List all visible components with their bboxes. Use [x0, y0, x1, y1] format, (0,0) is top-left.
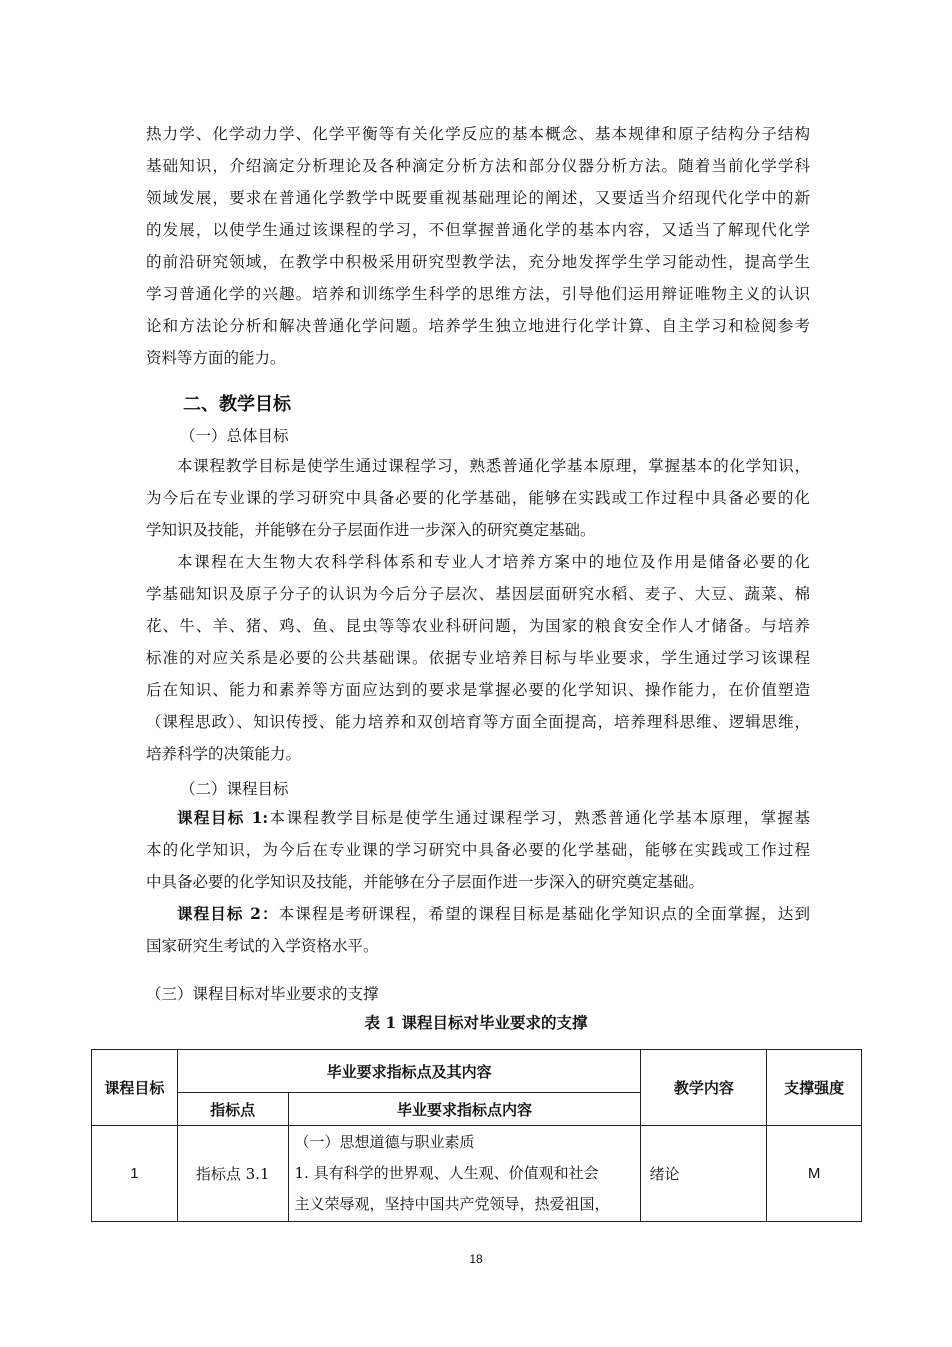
content-line: （一）思想道德与职业素质: [294, 1133, 475, 1151]
header-indicator-content: 毕业要求指标点内容: [288, 1093, 641, 1126]
text-line: 为今后在专业课的学习研究中具备必要的化学基础，能够在实践或工作过程中具备必要的化: [146, 489, 810, 507]
course-goal-1-text: 本课程教学目标是使学生通过课程学习，熟悉普通化学基本原理，掌握基: [268, 809, 810, 827]
text-line: 学基础知识及原子分子的认识为今后分子层次、基因层面研究水稻、麦子、大豆、蔬菜、棉: [146, 585, 810, 603]
text-line: 热力学、化学动力学、化学平衡等有关化学反应的基本概念、基本规律和原子结构分子结构: [146, 125, 810, 143]
text-line: [146, 802, 810, 834]
text-line: 的发展，以使学生通过该课程的学习，不但掌握普通化学的基本内容，又适当了解现代化学: [146, 221, 810, 239]
page-number: 18: [469, 1252, 483, 1266]
course-goal-2-paragraph: [146, 898, 810, 962]
cell-indicator: 指标点 3.1: [177, 1126, 288, 1222]
section-heading-teaching-goals: 二、教学目标: [183, 394, 291, 415]
table-caption: 表 1 课程目标对毕业要求的支撑: [364, 1013, 588, 1032]
course-goal-2-text: 本课程是考研课程，希望的课程目标是基础化学知识点的全面掌握，达到: [278, 905, 810, 923]
text-line: 国家研究生考试的入学资格水平。: [146, 937, 379, 955]
course-goal-1-paragraph: [146, 802, 810, 898]
text-line: 中具备必要的化学知识及技能，并能够在分子层面作进一步深入的研究奠定基础。: [146, 873, 705, 891]
text-line: 的前沿研究领域，在教学中积极采用研究型教学法，充分地发挥学生学习能动性，提高学生: [146, 253, 810, 271]
text-line: 资料等方面的能力。: [146, 349, 286, 367]
course-goal-2-label: 课程目标 2：: [177, 904, 279, 923]
overall-goal-paragraph-2: [146, 546, 810, 770]
text-line: [146, 898, 810, 930]
subheading-graduation-support: （三）课程目标对毕业要求的支撑: [146, 985, 379, 1003]
text-line: 花、牛、羊、猪、鸡、鱼、昆虫等等农业科研问题，为国家的粮食安全作人才储备。与培养: [146, 617, 810, 635]
header-course-goal: 课程目标: [92, 1050, 178, 1126]
content-line: 1. 具有科学的世界观、人生观、价值观和社会: [294, 1164, 599, 1182]
text-line: 领域发展，要求在普通化学教学中既要重视基础理论的阐述，又要适当介绍现代化学中的新: [146, 189, 810, 207]
table-header-row: [92, 1050, 862, 1093]
text-line: 学知识及技能，并能够在分子层面作进一步深入的研究奠定基础。: [146, 521, 596, 539]
text-line: 学习普通化学的兴趣。培养和训练学生科学的思维方法，引导他们运用辩证唯物主义的认识: [146, 285, 810, 303]
cell-indicator-content: [288, 1126, 641, 1222]
overall-goal-paragraph-1: [146, 450, 810, 546]
header-support-strength: 支撑强度: [767, 1050, 862, 1126]
subheading-overall-goal: （一）总体目标: [180, 427, 289, 445]
text-line: 论和方法论分析和解决普通化学问题。培养学生独立地进行化学计算、自主学习和检阅参考: [146, 317, 810, 335]
course-goal-1-label: 课程目标 1:: [177, 808, 269, 827]
text-line: 本课程在大生物大农科学科体系和专业人才培养方案中的地位及作用是储备必要的化: [177, 553, 810, 571]
text-line: 本课程教学目标是使学生通过课程学习，熟悉普通化学基本原理，掌握基本的化学知识，: [177, 457, 810, 475]
intro-paragraph: [146, 118, 810, 374]
cell-support-strength: M: [767, 1126, 862, 1222]
text-line: 培养科学的决策能力。: [146, 745, 302, 763]
table-row: [92, 1126, 862, 1222]
text-line: 标准的对应关系是必要的公共基础课。依据专业培养目标与毕业要求，学生通过学习该课程: [146, 649, 810, 667]
header-teaching-content: 教学内容: [641, 1050, 767, 1126]
text-line: 基础知识，介绍滴定分析理论及各种滴定分析方法和部分仪器分析方法。随着当前化学学科: [146, 157, 810, 175]
content-line: 主义荣辱观，坚持中国共产党领导，热爱祖国，: [294, 1195, 610, 1213]
header-indicator: 指标点: [177, 1093, 288, 1126]
text-line: 后在知识、能力和素养等方面应达到的要求是掌握必要的化学知识、操作能力，在价值塑造: [146, 681, 810, 699]
cell-teaching-content: 绪论: [641, 1126, 767, 1222]
text-line: （课程思政）、知识传授、能力培养和双创培育等方面全面提高，培养理科思维、逻辑思维，: [146, 713, 810, 731]
support-table: [91, 1049, 862, 1222]
cell-goal: 1: [92, 1126, 178, 1222]
header-requirement-group: 毕业要求指标点及其内容: [177, 1050, 641, 1093]
subheading-course-goals: （二）课程目标: [180, 780, 289, 798]
text-line: 本的化学知识，为今后在专业课的学习研究中具备必要的化学基础，能够在实践或工作过程: [146, 841, 810, 859]
